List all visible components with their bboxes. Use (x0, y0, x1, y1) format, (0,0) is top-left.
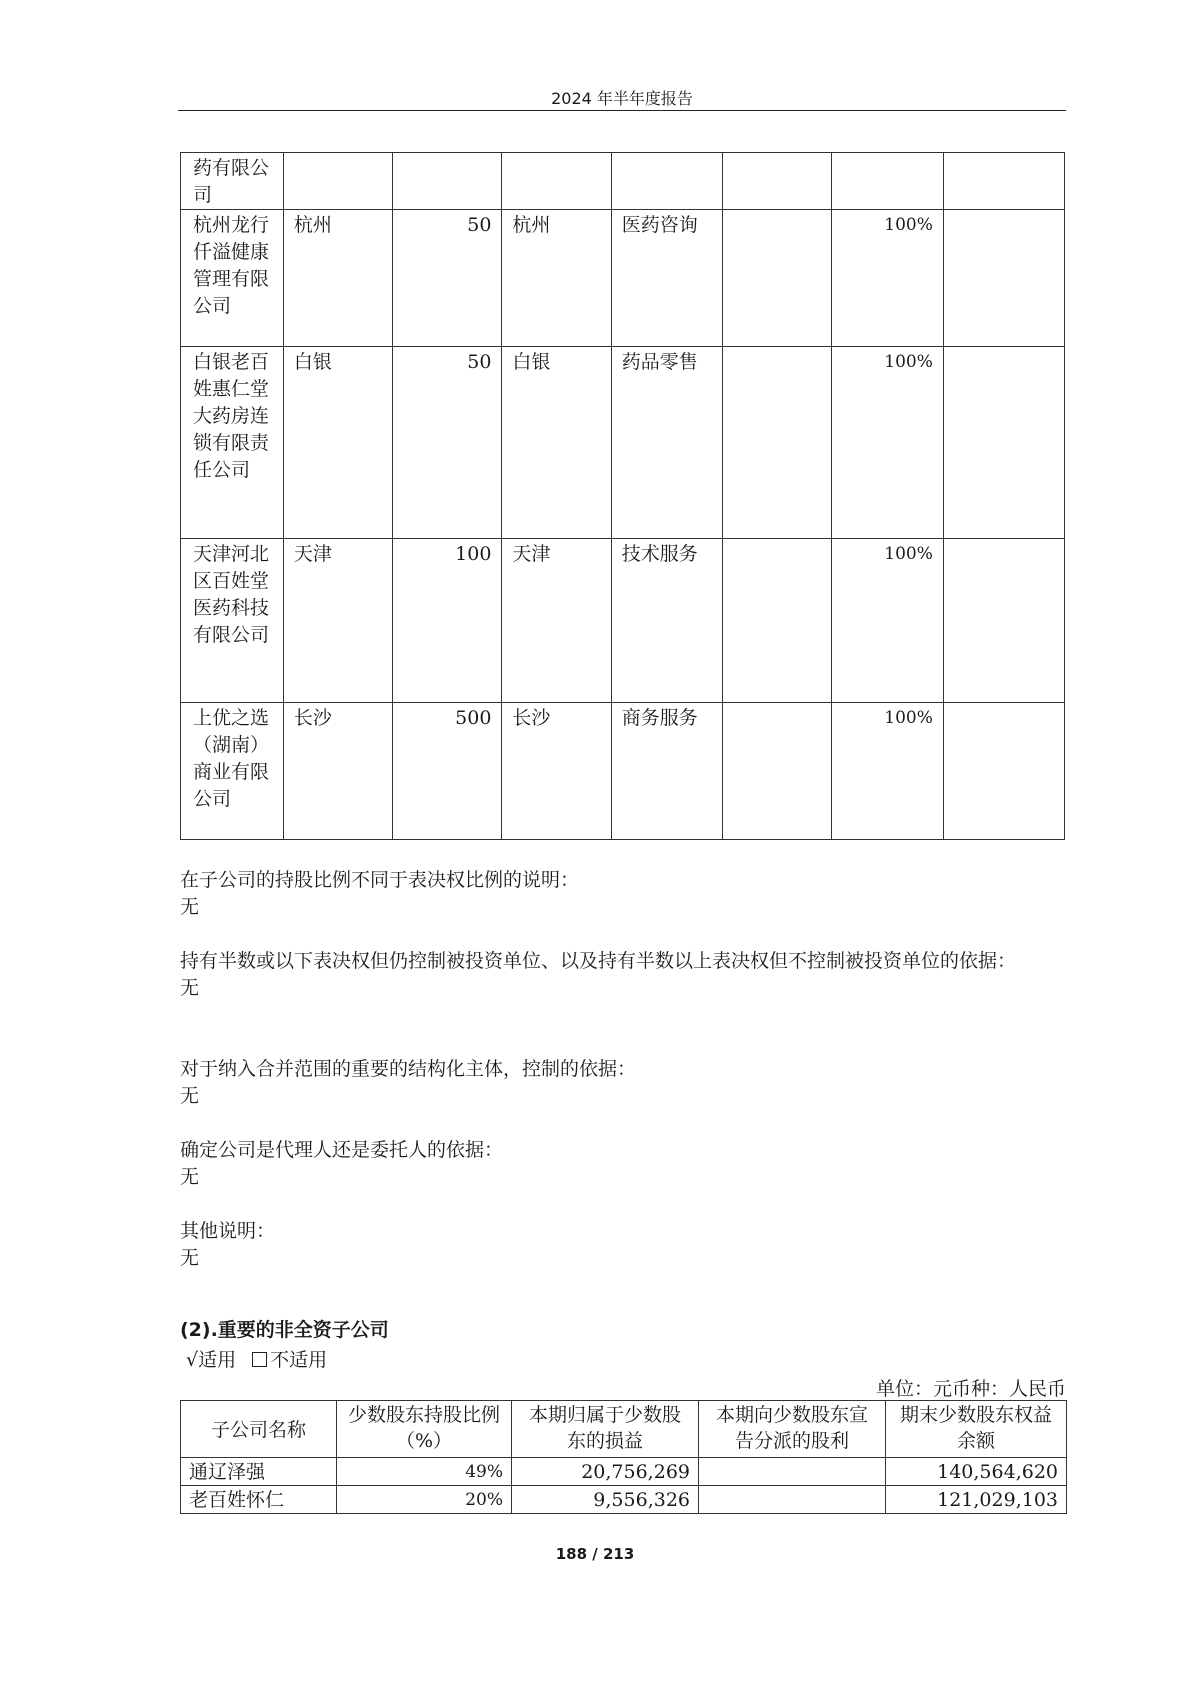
business-cell: 技术服务 (611, 539, 722, 703)
subsidiary-name-cell: 天津河北区百姓堂医药科技有限公司 (181, 539, 284, 703)
capital-cell: 50 (393, 210, 502, 347)
indirect-ratio-cell: 100% (832, 703, 943, 840)
main-place-cell: 白银 (283, 347, 392, 539)
subsidiary-name-cell: 上优之选（湖南）商业有限公司 (181, 703, 284, 840)
direct-ratio-cell (723, 347, 832, 539)
indirect-ratio-cell: 100% (832, 347, 943, 539)
reg-place-cell (502, 153, 611, 210)
note-value: 无 (180, 1166, 200, 1188)
main-place-cell (283, 153, 392, 210)
unit-label: 单位：元币种：人民币 (875, 1378, 1066, 1400)
subsidiary-name-cell: 老百姓怀仁 (181, 1486, 337, 1514)
header-cell: 少数股东持股比例（%） (337, 1401, 512, 1458)
note-control-basis (180, 948, 1066, 1002)
business-cell (611, 153, 722, 210)
subsidiary-name-cell: 白银老百姓惠仁堂大药房连锁有限责任公司 (181, 347, 284, 539)
direct-ratio-cell (723, 539, 832, 703)
capital-cell: 100 (393, 539, 502, 703)
balance-cell: 140,564,620 (886, 1458, 1067, 1486)
table-row (181, 539, 1065, 703)
table-row (181, 347, 1065, 539)
empty-checkbox-icon (252, 1352, 267, 1367)
ratio-cell: 49% (337, 1458, 512, 1486)
direct-ratio-cell (723, 210, 832, 347)
table-row (181, 703, 1065, 840)
note-label: 其他说明： (180, 1220, 276, 1242)
reg-place-cell: 白银 (502, 347, 611, 539)
dividend-cell (699, 1458, 886, 1486)
note-value: 无 (180, 896, 200, 918)
capital-cell (393, 153, 502, 210)
direct-ratio-cell (723, 153, 832, 210)
note-voting-ratio (180, 867, 1066, 921)
acquisition-method-cell (943, 347, 1064, 539)
note-value: 无 (180, 1085, 200, 1107)
subsidiary-name-cell: 通辽泽强 (181, 1458, 337, 1486)
profit-cell: 20,756,269 (512, 1458, 699, 1486)
profit-cell: 9,556,326 (512, 1486, 699, 1514)
main-place-cell: 杭州 (283, 210, 392, 347)
not-applicable-option: 不适用 (270, 1349, 328, 1371)
reg-place-cell: 天津 (502, 539, 611, 703)
minority-interest-table (180, 1400, 1067, 1514)
dividend-cell (699, 1486, 886, 1514)
note-label: 持有半数或以下表决权但仍控制被投资单位、以及持有半数以上表决权但不控制被投资单位的依据： (180, 950, 1017, 972)
acquisition-method-cell (943, 210, 1064, 347)
header-cell: 本期向少数股东宣告分派的股利 (699, 1401, 886, 1458)
subsidiary-table (180, 152, 1065, 840)
section-title: (2).重要的非全资子公司 (180, 1319, 389, 1341)
business-cell: 商务服务 (611, 703, 722, 840)
business-cell: 药品零售 (611, 347, 722, 539)
applicability-line (186, 1345, 327, 1372)
note-value: 无 (180, 977, 200, 999)
header-divider (178, 110, 1066, 111)
subsidiary-name-cell: 杭州龙行仟溢健康管理有限公司 (181, 210, 284, 347)
page-header: 2024 年半年度报告 (551, 89, 693, 108)
note-structured-entity (180, 1056, 1066, 1110)
note-label: 对于纳入合并范围的重要的结构化主体，控制的依据： (180, 1058, 637, 1080)
table-row (181, 210, 1065, 347)
capital-cell: 500 (393, 703, 502, 840)
header-cell: 期末少数股东权益余额 (886, 1401, 1067, 1458)
page-number: 188 / 213 (555, 1545, 635, 1563)
note-label: 确定公司是代理人还是委托人的依据： (180, 1139, 504, 1161)
main-place-cell: 长沙 (283, 703, 392, 840)
indirect-ratio-cell: 100% (832, 210, 943, 347)
ratio-cell: 20% (337, 1486, 512, 1514)
main-place-cell: 天津 (283, 539, 392, 703)
balance-cell: 121,029,103 (886, 1486, 1067, 1514)
applicable-option: √适用 (186, 1349, 237, 1371)
note-other (180, 1218, 1066, 1272)
indirect-ratio-cell: 100% (832, 539, 943, 703)
reg-place-cell: 长沙 (502, 703, 611, 840)
table-row (181, 1486, 1067, 1514)
note-agent-principal (180, 1137, 1066, 1191)
direct-ratio-cell (723, 703, 832, 840)
table-row (181, 1458, 1067, 1486)
acquisition-method-cell (943, 703, 1064, 840)
acquisition-method-cell (943, 153, 1064, 210)
indirect-ratio-cell (832, 153, 943, 210)
reg-place-cell: 杭州 (502, 210, 611, 347)
subsidiary-name-cell: 药有限公司 (181, 153, 284, 210)
header-cell: 本期归属于少数股东的损益 (512, 1401, 699, 1458)
business-cell: 医药咨询 (611, 210, 722, 347)
note-label: 在子公司的持股比例不同于表决权比例的说明： (180, 869, 580, 891)
header-cell: 子公司名称 (181, 1401, 337, 1458)
note-value: 无 (180, 1247, 200, 1269)
capital-cell: 50 (393, 347, 502, 539)
acquisition-method-cell (943, 539, 1064, 703)
table-header-row (181, 1401, 1067, 1458)
table-row (181, 153, 1065, 210)
